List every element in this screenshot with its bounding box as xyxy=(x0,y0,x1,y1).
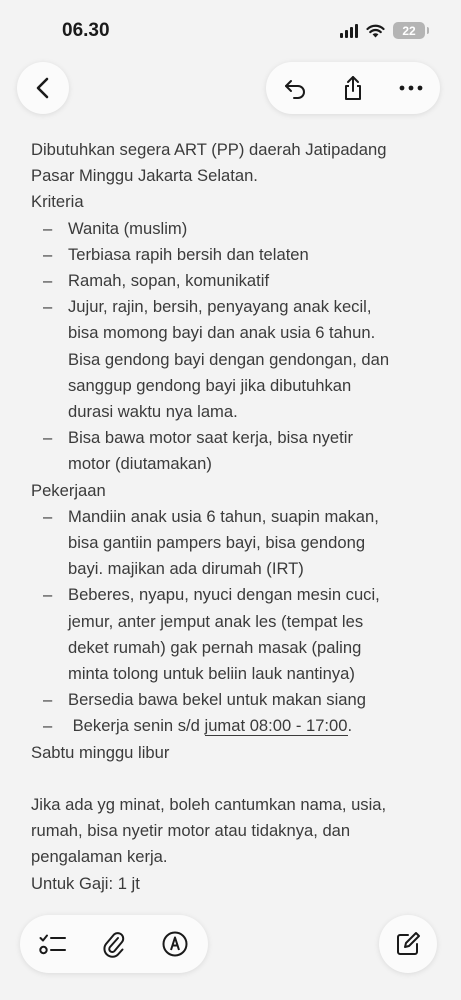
closing-line-1: Jika ada yg minat, boleh cantumkan nama, usia, xyxy=(31,795,387,815)
criteria-heading: Kriteria xyxy=(31,192,84,212)
criteria-item xyxy=(31,294,441,425)
note-intro-line-1: Dibutuhkan segera ART (PP) daerah Jatipadang xyxy=(31,140,387,159)
dash-bullet: – xyxy=(43,428,53,448)
jobs-heading: Pekerjaan xyxy=(31,480,106,500)
battery-level: 22 xyxy=(402,23,416,38)
note-body[interactable] xyxy=(31,137,441,897)
note-intro-line-2: Pasar Minggu Jakarta Selatan. xyxy=(31,166,258,186)
dash-bullet: – xyxy=(43,506,53,526)
undo-button[interactable] xyxy=(266,62,324,114)
job-item-schedule xyxy=(31,713,441,739)
closing-line-2: rumah, bisa nyetir motor atau tidaknya, dan xyxy=(31,821,351,841)
status-bar xyxy=(0,0,461,62)
back-button[interactable] xyxy=(17,62,69,114)
dash-bullet: – xyxy=(43,271,53,291)
job-item xyxy=(31,687,441,713)
bottom-tools-pill xyxy=(20,915,208,973)
attachment-button[interactable] xyxy=(86,915,142,973)
share-icon xyxy=(342,75,364,101)
job-item-text: Mandiin anak usia 6 tahun, suapin makan, bisa gantiin pampers bayi, bisa gendong bayi. majikan ada dirumah (IRT) xyxy=(68,506,379,579)
checklist-icon xyxy=(39,932,67,956)
more-icon xyxy=(399,85,423,91)
dash-bullet: – xyxy=(43,218,53,238)
undo-icon xyxy=(283,77,307,99)
criteria-item xyxy=(31,425,441,477)
dash-bullet: – xyxy=(43,690,53,710)
chevron-left-icon xyxy=(33,77,53,99)
checklist-button[interactable] xyxy=(20,915,86,973)
schedule-underlined: jumat 08:00 - 17:00 xyxy=(204,716,348,736)
criteria-item-text: Bisa bawa motor saat kerja, bisa nyetir motor (diutamakan) xyxy=(68,428,353,474)
dash-bullet: – xyxy=(43,716,53,736)
share-button[interactable] xyxy=(324,62,382,114)
compose-button[interactable] xyxy=(379,915,437,973)
markup-icon xyxy=(161,930,189,958)
criteria-item-text: Wanita (muslim) xyxy=(68,218,188,238)
job-item-text xyxy=(68,713,441,739)
wifi-icon xyxy=(366,24,385,38)
compose-icon xyxy=(395,931,421,957)
closing-line-3: pengalaman kerja. xyxy=(31,847,168,867)
dash-bullet: – xyxy=(43,297,53,317)
salary-line: Untuk Gaji: 1 jt xyxy=(31,873,140,893)
criteria-item-text: Jujur, rajin, bersih, penyayang anak kecil, bisa momong bayi dan anak usia 6 tahun. Bisa gendong bayi dengan gendongan, dan sanggup gendong bayi jika dibutuhkan durasi waktu nya lama. xyxy=(68,297,390,422)
job-item-text: Bersedia bawa bekel untuk makan siang xyxy=(68,690,366,710)
job-item-text: Beberes, nyapu, nyuci dengan mesin cuci, jemur, anter jemput anak les (tempat les deket rumah) gak pernah masak (paling minta tolong untuk beliin lauk nantinya) xyxy=(68,585,380,684)
job-item xyxy=(31,582,441,687)
more-button[interactable] xyxy=(382,62,440,114)
criteria-item xyxy=(31,242,441,268)
markup-button[interactable] xyxy=(142,915,208,973)
schedule-suffix: . xyxy=(347,716,353,736)
blank-line xyxy=(31,766,441,792)
cellular-signal-icon xyxy=(340,24,358,38)
criteria-item xyxy=(31,268,441,294)
criteria-item-text: Terbiasa rapih bersih dan telaten xyxy=(68,244,309,264)
criteria-item xyxy=(31,216,441,242)
paperclip-icon xyxy=(103,930,125,958)
weekend-line: Sabtu minggu libur xyxy=(31,742,170,762)
status-icons xyxy=(340,22,425,39)
criteria-item-text: Ramah, sopan, komunikatif xyxy=(68,271,270,291)
battery-indicator xyxy=(393,22,425,39)
note-actions-toolbar xyxy=(266,62,440,114)
status-time: 06.30 xyxy=(62,20,110,41)
dash-bullet: – xyxy=(43,244,53,264)
schedule-prefix: Bekerja senin s/d xyxy=(68,716,205,736)
job-item xyxy=(31,504,441,583)
dash-bullet: – xyxy=(43,585,53,605)
